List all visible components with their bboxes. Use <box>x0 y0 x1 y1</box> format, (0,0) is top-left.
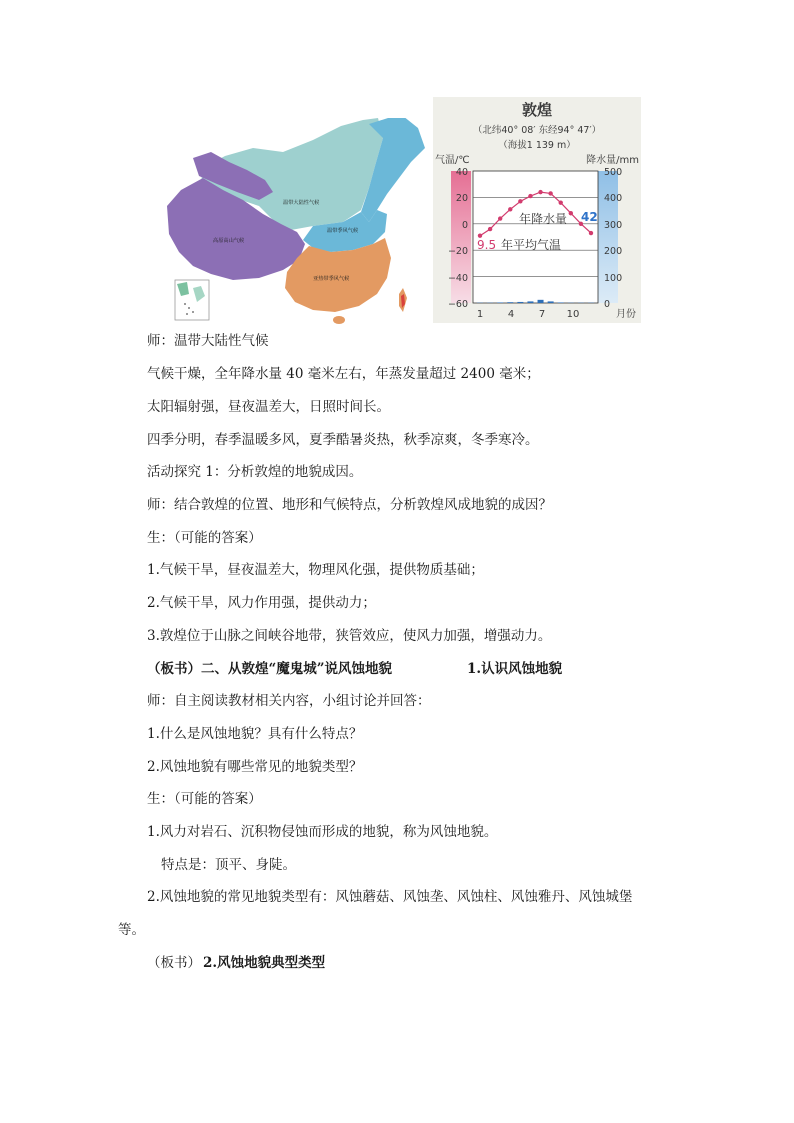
temp-point <box>488 227 492 231</box>
student-answer-heading: 生：（可能的答案） <box>147 530 262 546</box>
dunhuang-climate-chart <box>433 97 641 323</box>
right-tick: 300 <box>604 220 623 231</box>
board-subheading-1: 1.认识风蚀地貌 <box>467 661 563 677</box>
climate-desc-1: 气候干燥，全年降水量 40 毫米左右，年蒸发量超过 2400 毫米； <box>147 366 540 382</box>
x-tick: 10 <box>566 309 580 320</box>
map-label-temperate-continental: 温带大陆性气候 <box>283 200 320 206</box>
annual-precip-value: 42 <box>581 210 598 224</box>
right-tick: 0 <box>604 299 611 310</box>
x-unit: 月份 <box>616 309 636 320</box>
chart-coords: （北纬40° 08′ 东经94° 47′） <box>472 125 602 136</box>
teacher-instruction: 师：自主阅读教材相关内容，小组讨论并回答： <box>147 693 431 709</box>
annual-precip-label: 年降水量 <box>519 212 568 226</box>
right-axis-title: 降水量/mm <box>586 155 639 166</box>
left-tick: 40 <box>455 167 468 178</box>
temp-point <box>518 199 522 203</box>
activity-title: 活动探究 1：分析敦煌的地貌成因。 <box>147 464 363 480</box>
x-tick: 7 <box>538 309 546 320</box>
plot-area <box>473 171 598 303</box>
board-label: （板书） <box>147 955 201 971</box>
board-heading-2: （板书）二、从敦煌“魔鬼城”说风蚀地貌 <box>147 661 393 677</box>
features-line: 特点是：顶平、身陡。 <box>161 857 296 873</box>
temp-point <box>528 194 532 198</box>
precip-bar <box>558 302 564 303</box>
annual-temp-value: 9.5 <box>477 238 497 252</box>
left-tick: −20 <box>447 246 468 257</box>
board-subheading-2: 2.风蚀地貌典型类型 <box>203 955 326 971</box>
chart-title: 敦煌 <box>521 101 553 119</box>
temp-point <box>548 191 552 195</box>
precip-bar <box>507 302 513 303</box>
question-1: 1.什么是风蚀地貌？具有什么特点？ <box>147 726 363 742</box>
left-axis-title: 气温/℃ <box>435 155 470 166</box>
map-label-subtropical-monsoon: 亚热带季风气候 <box>313 276 350 282</box>
left-tick: −60 <box>447 299 468 310</box>
left-tick: −40 <box>447 273 468 284</box>
temp-point <box>589 231 593 235</box>
map-hainan <box>333 316 345 324</box>
answer-item-1: 1.气候干旱，昼夜温差大，物理风化强，提供物质基础； <box>147 562 484 578</box>
temp-point <box>559 200 563 204</box>
left-tick: 0 <box>461 220 468 231</box>
types-line: 2.风蚀地貌的常见地貌类型有：风蚀蘑菇、风蚀垄、风蚀柱、风蚀雅丹、风蚀城堡 <box>147 889 633 905</box>
right-tick: 200 <box>604 246 623 257</box>
china-climate-map <box>163 118 431 324</box>
right-tick: 400 <box>604 193 623 204</box>
map-label-temperate-monsoon: 温带季风气候 <box>327 228 359 234</box>
right-tick: 100 <box>604 273 623 284</box>
precip-bar <box>497 302 503 303</box>
temp-point <box>538 190 542 194</box>
x-tick: 1 <box>476 309 484 320</box>
types-line-end: 等。 <box>118 922 145 938</box>
answer-item-3: 3.敦煌位于山脉之间峡谷地带，狭管效应，使风力加强，增强动力。 <box>147 628 552 644</box>
precip-bar <box>538 300 544 303</box>
temp-point <box>508 207 512 211</box>
precip-bar <box>527 301 533 303</box>
temp-point <box>498 216 502 220</box>
definition-line: 1.风力对岩石、沉积物侵蚀而形成的地貌，称为风蚀地貌。 <box>147 824 498 840</box>
climate-desc-3: 四季分明，春季温暖多风，夏季酷暑炎热，秋季凉爽，冬季寒冷。 <box>147 432 539 448</box>
temp-point <box>569 211 573 215</box>
teacher-line-climate: 师：温带大陆性气候 <box>147 333 269 349</box>
question-2: 2.风蚀地貌有哪些常见的地貌类型？ <box>147 759 363 775</box>
x-tick-labels <box>477 309 580 320</box>
map-label-plateau-mountain: 高原高山气候 <box>213 238 245 244</box>
student-answer-heading-2: 生：（可能的答案） <box>147 791 262 807</box>
precip-bar <box>548 301 554 303</box>
teacher-question: 师：结合敦煌的位置、地形和气候特点，分析敦煌风成地貌的成因？ <box>147 497 552 513</box>
answer-item-2: 2.气候干旱，风力作用强，提供动力； <box>147 595 376 611</box>
precip-bar <box>517 302 523 303</box>
annual-temp-label: 年平均气温 <box>501 238 562 252</box>
climate-desc-2: 太阳辐射强，昼夜温差大，日照时间长。 <box>147 399 390 415</box>
left-tick: 20 <box>455 193 468 204</box>
x-tick: 4 <box>507 309 515 320</box>
right-tick: 500 <box>604 167 623 178</box>
chart-altitude: （海拔1 139 m） <box>498 140 576 151</box>
